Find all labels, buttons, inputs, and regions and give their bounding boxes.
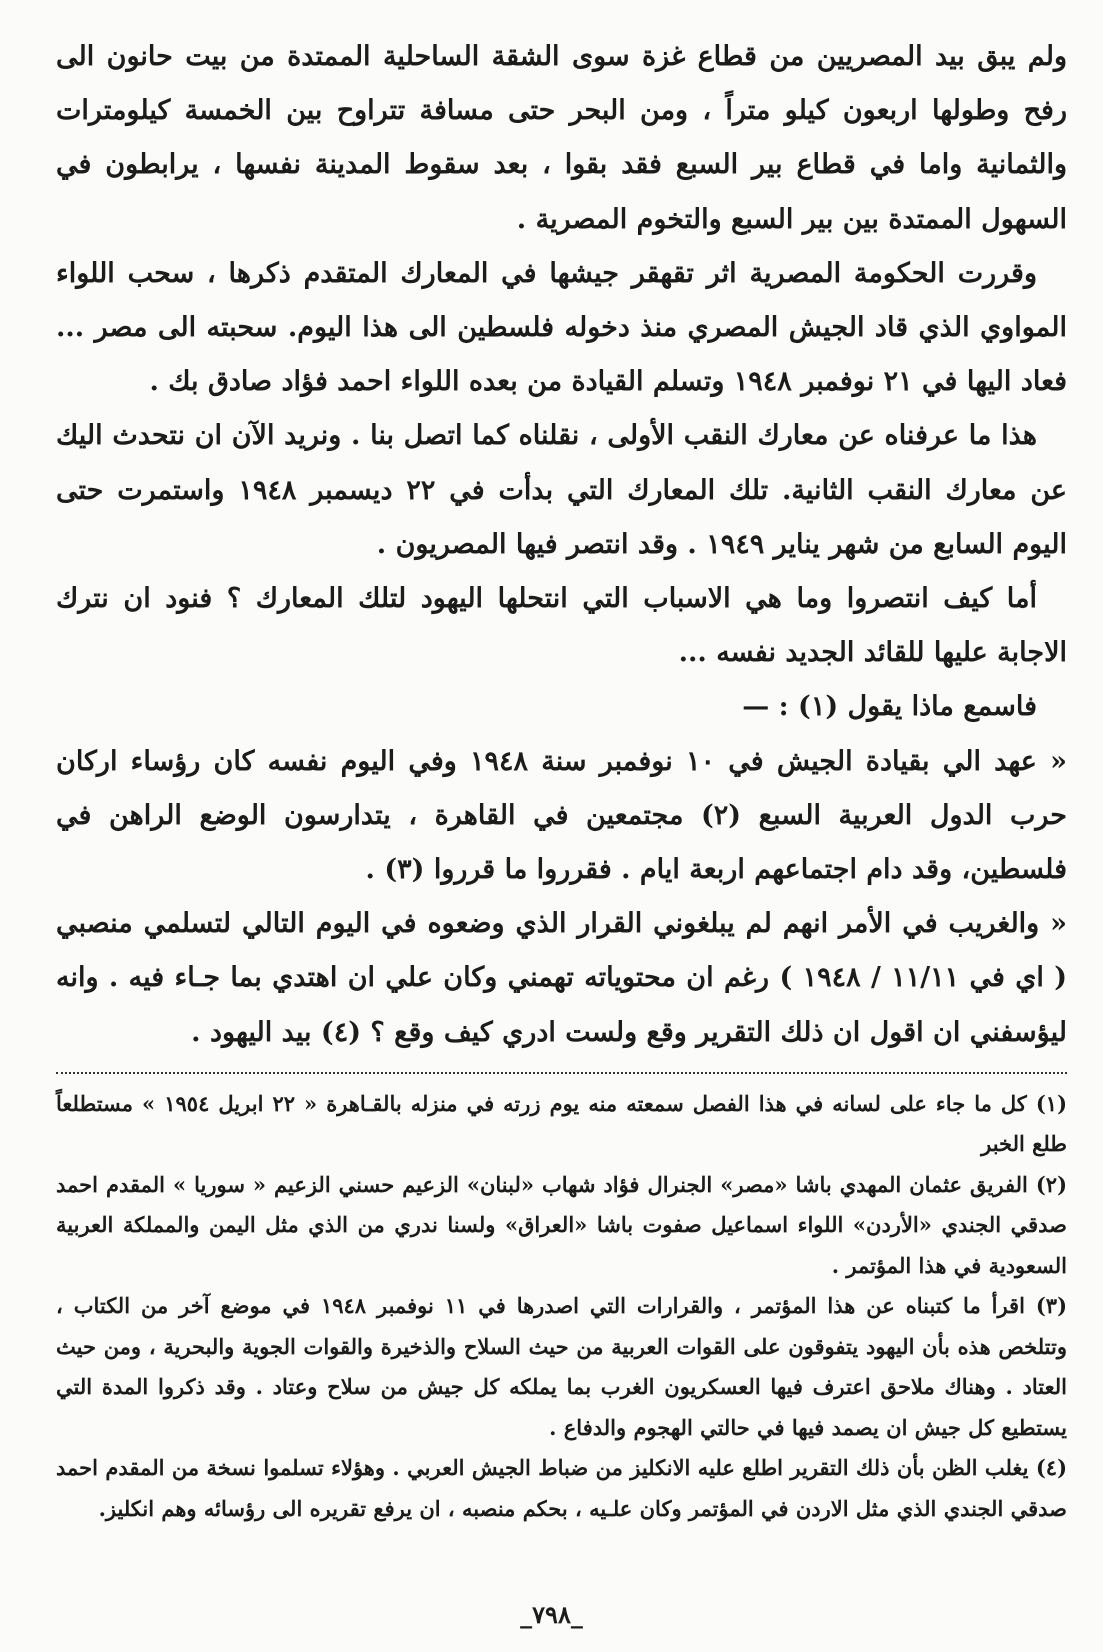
paragraph-6: « عهد الي بقيادة الجيش في ١٠ نوفمبر سنة ١٩٤٨ وفي اليوم نفسه كان رؤساء اركان حرب الدول العربية السبع (٢) مجتمعين في القاهرة ، يتدارسون الوضع الراهن في فلسطين، وقد دام اجتماعهم اربعة ايام . فقرروا ما قرروا (٣) . — [56, 745, 1068, 886]
footnote-1: (١) كل ما جاء على لسانه في هذا الفصل سمعته منه يوم زرته في منزله بالقـاهرة « ٢٢ ابريل ١٩٥٤ » مستطلعاً طلع الخبر — [56, 1090, 1067, 1157]
footnote-4: (٤) يغلب الظن بأن ذلك التقرير اطلع عليه الانكليز من ضباط الجيش العربي . وهؤلاء تسلموا نسخة من المقدم احمد صدقي الجندي الذي مثل الاردن في المؤتمر وكان علـيه ، بحكم منصبه ، ان يرفع تقريره الى رؤسائه وهم انكليز. — [56, 1455, 1067, 1521]
footnote-3: (٣) اقرأ ما كتبناه عن هذا المؤتمر ، والقرارات التي اصدرها في ١١ نوفمبر ١٩٤٨ في موضع آخر من الكتاب ، وتتلخص هذه بأن اليهود يتفوقون على القوات العربية من حيث السلاح والذخيرة والقوات الجوية والبحرية ، ومن حيث العتاد . وهناك ملاحق اعترف فيها العسكريون الغرب بما يملكه كل جيش من سلاح وعتاد . وقد ذكروا المدة التي يستطيع كل جيش ان يصمد فيها في حالتي الهجوم والدفاع . — [56, 1293, 1068, 1440]
paragraph-5: فاسمع ماذا يقول (١) : — — [742, 691, 1037, 723]
paragraph-2: وقررت الحكومة المصرية اثر تقهقر جيشها في المعارك المتقدم ذكرها ، سحب اللواء المواوي الذي قاد الجيش المصري منذ دخوله فلسطين الى هذا اليوم. سحبته الى مصر ... فعاد اليها في ٢١ نوفمبر ١٩٤٨ وتسلم القيادة من بعده اللواء احمد فؤاد صادق بك . — [56, 257, 1067, 398]
paragraph-1: ولم يبق بيد المصريين من قطاع غزة سوى الشقة الساحلية الممتدة من بيت حانون الى رفح وطولها اربعون كيلو متراً ، ومن البحر حتى مسافة تتراوح بين الخمسة كيلومترات والثمانية واما في قطاع بير السبع فقد بقوا ، بعد سقوط المدينة نفسها ، يرابطون في السهول الممتدة بين بير السبع والتخوم المصرية . — [56, 41, 1067, 235]
paragraph-3: هذا ما عرفناه عن معارك النقب الأولى ، نقلناه كما اتصل بنا . ونريد الآن ان نتحدث اليك عن معارك النقب الثانية. تلك المعارك التي بدأت في ٢٢ ديسمبر ١٩٤٨ واستمرت حتى اليوم السابع من شهر يناير ١٩٤٩ . وقد انتصر فيها المصريون . — [56, 420, 1067, 560]
footnotes — [56, 1084, 1067, 1530]
paragraph-4: أما كيف انتصروا وما هي الاسباب التي انتحلها اليهود لتلك المعارك ؟ فنود ان نترك الاجابة عليها للقائد الجديد نفسه ... — [56, 583, 1067, 669]
main-text — [56, 30, 1067, 1060]
footnote-separator — [56, 1072, 1067, 1074]
page-number: _٧٩٨_ — [520, 1600, 583, 1629]
footnote-2: (٢) الفريق عثمان المهدي باشا «مصر» الجنرال فؤاد شهاب «لبنان» الزعيم حسني الزعيم « سوريا » المقدم احمد صدقي الجندي «الأردن» اللواء اسماعيل صفوت باشا «العراق» ولسنا ندري من الذي مثل اليمن والمملكة العربية السعودية في هذا المؤتمر . — [56, 1171, 1067, 1278]
paragraph-7: « والغريب في الأمر انهم لم يبلغوني القرار الذي وضعوه في اليوم التالي لتسلمي منصبي ( اي في ١١/١١ / ١٩٤٨ ) رغم ان محتوياته تهمني وكان علي ان اهتدي بما جـاء فيه . وانه ليؤسفني ان اقول ان ذلك التقرير وقع ولست ادري كيف وقع ؟ (٤) بيد اليهود . — [56, 908, 1067, 1048]
